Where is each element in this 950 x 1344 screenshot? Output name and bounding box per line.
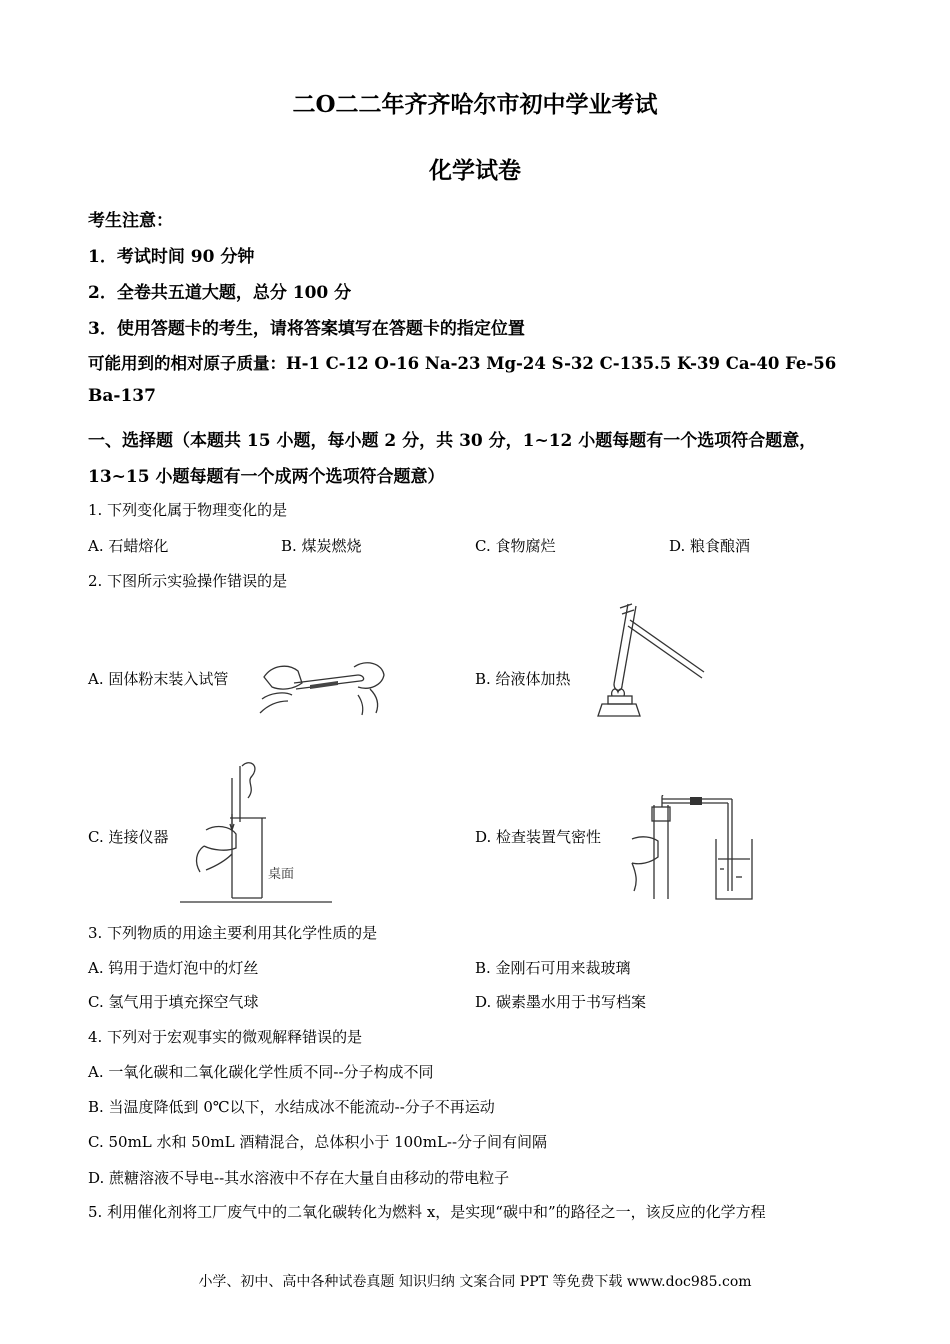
option-b: B. 金刚石可用来裁玻璃 [475,959,631,977]
question-stem: 3. 下列物质的用途主要利用其化学性质的是 [88,924,378,942]
section-heading: 一、选择题（本题共 15 小题，每小题 2 分，共 30 分，1~12 小题每题有一个选项符合题意， [88,431,817,451]
option-c: C. 食物腐烂 [475,537,556,555]
option-c: C. 连接仪器 [88,828,169,846]
option-a: A. 固体粉末装入试管 [88,670,229,688]
option-b: B. 给液体加热 [475,670,571,688]
notice-item: 3．使用答题卡的考生，请将答案填写在答题卡的指定位置 [88,319,525,339]
notice-item: 1．考试时间 90 分钟 [88,247,255,267]
option-c: C. 50mL 水和 50mL 酒精混合，总体积小于 100mL--分子间有间隔 [88,1133,548,1151]
option-a: A. 一氧化碳和二氧化碳化学性质不同--分子构成不同 [88,1063,434,1081]
exam-subtitle: 化学试卷 [429,157,521,184]
option-c: C. 氢气用于填充探空气球 [88,993,259,1011]
notice-heading: 考生注意： [88,211,173,231]
question-stem: 4. 下列对于宏观事实的微观解释错误的是 [88,1028,363,1046]
section-heading: 13~15 小题每题有一个成两个选项符合题意） [88,467,445,487]
option-d: D. 蔗糖溶液不导电--其水溶液中不存在大量自由移动的带电粒子 [88,1169,510,1187]
figure-powder-loading [258,655,390,717]
option-d: D. 碳素墨水用于书写档案 [475,993,647,1011]
question-stem: 2. 下图所示实验操作错误的是 [88,572,288,590]
option-b: B. 煤炭燃烧 [281,537,362,555]
figure-connecting-apparatus [176,758,336,906]
option-b: B. 当温度降低到 0℃以下，水结成冰不能流动--分子不再运动 [88,1098,495,1116]
option-a: A. 石蜡熔化 [88,537,169,555]
question-stem: 5. 利用催化剂将工厂废气中的二氧化碳转化为燃料 x，是实现“碳中和”的路径之一，该反应的化学方程 [88,1203,766,1221]
option-d: D. 粮食酿酒 [669,537,751,555]
figure-heating-liquid [590,600,712,722]
desk-label: 桌面 [268,867,295,882]
option-d: D. 检查装置气密性 [475,828,602,846]
exam-title: 二O二二年齐齐哈尔市初中学业考试 [292,91,658,118]
figure-airtightness-check [628,795,764,905]
notice-item: 2．全卷共五道大题，总分 100 分 [88,283,352,303]
atomic-mass-line: 可能用到的相对原子质量：H-1 C-12 O-16 Na-23 Mg-24 S-32 C-135.5 K-39 Ca-40 Fe-56 [88,354,837,373]
atomic-mass-line: Ba-137 [88,386,156,406]
question-stem: 1. 下列变化属于物理变化的是 [88,501,288,519]
page-footer: 小学、初中、高中各种试卷真题 知识归纳 文案合同 PPT 等免费下载 www.doc985.com [198,1274,752,1290]
option-a: A. 钨用于造灯泡中的灯丝 [88,959,259,977]
